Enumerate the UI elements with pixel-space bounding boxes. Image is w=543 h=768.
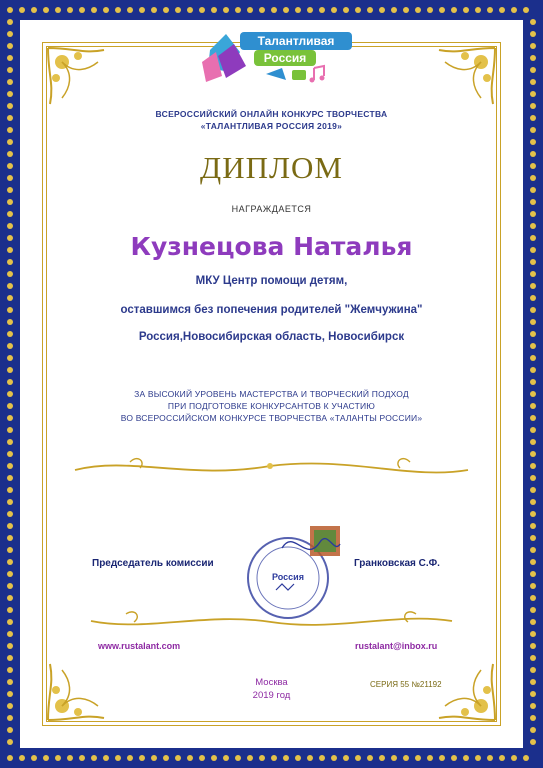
border-dot [367, 7, 373, 13]
border-dot [43, 7, 49, 13]
border-dot [7, 619, 13, 625]
border-dot [7, 139, 13, 145]
border-dot [55, 755, 61, 761]
series-number: СЕРИЯ 55 №21192 [370, 680, 442, 689]
border-dot [415, 7, 421, 13]
border-dot [530, 607, 536, 613]
border-dot [271, 755, 277, 761]
border-dot [475, 755, 481, 761]
border-dot [211, 7, 217, 13]
border-dot [7, 223, 13, 229]
border-dot [530, 475, 536, 481]
border-dot [7, 523, 13, 529]
border-dot [530, 559, 536, 565]
border-dot [7, 559, 13, 565]
organizer-line1: ВСЕРОССИЙСКИЙ ОНЛАЙН КОНКУРС ТВОРЧЕСТВА [155, 109, 388, 119]
border-dot [103, 7, 109, 13]
border-dot [530, 487, 536, 493]
border-dot [530, 139, 536, 145]
email-link[interactable]: rustalant@inbox.ru [355, 641, 438, 651]
border-dot [403, 755, 409, 761]
border-dot [7, 379, 13, 385]
border-dot [7, 643, 13, 649]
border-dot [530, 523, 536, 529]
border-dot [7, 703, 13, 709]
border-dot [187, 7, 193, 13]
border-dot [7, 715, 13, 721]
border-dot [307, 7, 313, 13]
border-dot [7, 487, 13, 493]
border-dot [463, 755, 469, 761]
border-dot [103, 755, 109, 761]
border-dot [7, 727, 13, 733]
border-dot [403, 7, 409, 13]
border-dot [7, 547, 13, 553]
border-dot [223, 755, 229, 761]
border-dot [7, 19, 13, 25]
border-dot [523, 755, 529, 761]
institution-line2: оставшимся без попечения родителей "Жемчужина" [120, 304, 423, 316]
border-dot [187, 755, 193, 761]
border-dot [530, 583, 536, 589]
border-dot [530, 643, 536, 649]
talented-russia-logo [196, 22, 356, 92]
border-dot [379, 7, 385, 13]
border-dot [439, 7, 445, 13]
issue-place [0, 676, 543, 702]
border-dot [211, 755, 217, 761]
border-dot [91, 755, 97, 761]
border-dot [31, 755, 37, 761]
logo-title-line2: Россия [263, 51, 307, 65]
border-dot [530, 547, 536, 553]
website-link[interactable]: www.rustalant.com [98, 641, 181, 651]
organizer-line2: «ТАЛАНТЛИВАЯ РОССИЯ 2019» [200, 121, 343, 131]
border-dot [7, 451, 13, 457]
border-dot [7, 343, 13, 349]
border-dot [223, 7, 229, 13]
border-dot [67, 7, 73, 13]
border-dot [530, 667, 536, 673]
border-dot [530, 379, 536, 385]
border-dot [530, 319, 536, 325]
border-dot [530, 571, 536, 577]
border-dot [79, 7, 85, 13]
border-dot [7, 475, 13, 481]
border-dot [7, 607, 13, 613]
border-dot [199, 755, 205, 761]
border-dot [530, 499, 536, 505]
border-dot [55, 7, 61, 13]
border-dot [127, 755, 133, 761]
border-dot [151, 755, 157, 761]
border-dot [530, 91, 536, 97]
stamp-text: Россия [272, 572, 304, 582]
official-stamp [236, 524, 346, 624]
border-dot [151, 7, 157, 13]
border-dot [7, 427, 13, 433]
border-dot [7, 535, 13, 541]
corner-ornament-top-right [429, 44, 499, 114]
border-dot [7, 43, 13, 49]
border-dot [247, 7, 253, 13]
border-dot [530, 739, 536, 745]
border-dot [19, 7, 25, 13]
border-dot [7, 463, 13, 469]
recipient-name: Кузнецова Наталья [130, 232, 413, 261]
border-dot [367, 755, 373, 761]
border-dot [451, 7, 457, 13]
border-dot [7, 55, 13, 61]
signature-name: Гранковская С.Ф. [354, 558, 440, 569]
border-dot [530, 19, 536, 25]
border-dot [163, 755, 169, 761]
border-dot [523, 7, 529, 13]
border-dot [139, 755, 145, 761]
border-dot [7, 739, 13, 745]
border-dot [415, 755, 421, 761]
border-dot [530, 631, 536, 637]
border-dot [530, 187, 536, 193]
border-dot [271, 7, 277, 13]
border-dot [511, 7, 517, 13]
border-dot [379, 755, 385, 761]
border-dot [391, 755, 397, 761]
border-dot [7, 7, 13, 13]
issue-year: 2019 год [252, 690, 291, 701]
diploma-title: ДИПЛОМ [200, 150, 343, 185]
border-dot [7, 571, 13, 577]
border-dot [259, 7, 265, 13]
border-dot [530, 703, 536, 709]
awarded-label: НАГРАЖДАЕТСЯ [231, 204, 312, 214]
border-dot [427, 755, 433, 761]
border-dot [67, 755, 73, 761]
border-dot [7, 631, 13, 637]
border-dot [163, 7, 169, 13]
border-dot [7, 655, 13, 661]
border-dot [79, 755, 85, 761]
reason-line2: ПРИ ПОДГОТОВКЕ КОНКУРСАНТОВ К УЧАСТИЮ [167, 401, 376, 411]
border-dot [530, 43, 536, 49]
border-dot [530, 367, 536, 373]
border-dot [7, 499, 13, 505]
border-dot [530, 463, 536, 469]
border-dot [530, 715, 536, 721]
issue-city: Москва [255, 677, 288, 688]
reason-line1: ЗА ВЫСОКИЙ УРОВЕНЬ МАСТЕРСТВА И ТВОРЧЕСКИЙ ПОДХОД [134, 389, 409, 399]
border-dot [331, 7, 337, 13]
border-dot [355, 7, 361, 13]
border-dot [530, 55, 536, 61]
border-dot [307, 755, 313, 761]
border-dot [283, 7, 289, 13]
border-dot [343, 755, 349, 761]
border-dot [530, 655, 536, 661]
border-dot [7, 439, 13, 445]
border-dot [530, 619, 536, 625]
border-dot [530, 451, 536, 457]
border-dot [7, 755, 13, 761]
border-dot [391, 7, 397, 13]
border-dot [355, 755, 361, 761]
border-dot [115, 7, 121, 13]
border-dot [451, 755, 457, 761]
border-dot [115, 755, 121, 761]
border-dot [319, 7, 325, 13]
border-dot [530, 355, 536, 361]
border-dot [530, 511, 536, 517]
corner-ornament-top-left [44, 44, 114, 114]
recipient-location: Россия,Новосибирская область, Новосибирск [138, 331, 405, 343]
border-dot [127, 7, 133, 13]
border-dot [530, 535, 536, 541]
reason-line3: ВО ВСЕРОССИЙСКОМ КОНКУРСЕ ТВОРЧЕСТВА «ТАЛАНТЫ РОССИИ» [120, 413, 423, 423]
border-dot [247, 755, 253, 761]
border-dot [31, 7, 37, 13]
border-dot [439, 755, 445, 761]
border-dot [7, 295, 13, 301]
border-dot [530, 31, 536, 37]
award-reason [0, 388, 543, 424]
border-dot [7, 91, 13, 97]
border-dot [91, 7, 97, 13]
border-dot [283, 755, 289, 761]
border-dot [499, 7, 505, 13]
border-dot [7, 31, 13, 37]
border-dot [530, 439, 536, 445]
border-dot [175, 755, 181, 761]
border-dot [175, 7, 181, 13]
border-dot [199, 7, 205, 13]
border-dot [475, 7, 481, 13]
border-dot [7, 667, 13, 673]
institution-line1: МКУ Центр помощи детям, [195, 275, 348, 287]
border-dot [487, 7, 493, 13]
border-dot [7, 355, 13, 361]
border-dot [530, 223, 536, 229]
border-dot [530, 595, 536, 601]
border-dot [530, 427, 536, 433]
border-dot [7, 187, 13, 193]
border-dot [295, 755, 301, 761]
border-dot [7, 319, 13, 325]
border-dot [139, 7, 145, 13]
border-dot [530, 67, 536, 73]
border-dot [7, 367, 13, 373]
signature-role: Председатель комиссии [92, 558, 214, 569]
border-dot [235, 7, 241, 13]
border-dot [295, 7, 301, 13]
border-dot [7, 595, 13, 601]
border-dot [7, 67, 13, 73]
organizer-text [0, 108, 543, 132]
border-dot [530, 727, 536, 733]
border-dot [463, 7, 469, 13]
border-dot [319, 755, 325, 761]
border-dot [427, 7, 433, 13]
border-dot [259, 755, 265, 761]
border-dot [343, 7, 349, 13]
border-dot [530, 343, 536, 349]
border-dot [7, 511, 13, 517]
border-dot [235, 755, 241, 761]
border-dot [511, 755, 517, 761]
border-dot [530, 79, 536, 85]
border-dot [43, 755, 49, 761]
border-dot [530, 295, 536, 301]
flourish-divider-top [70, 452, 473, 488]
logo-title-line1: Талантливая [257, 34, 335, 48]
border-dot [487, 755, 493, 761]
border-dot [19, 755, 25, 761]
border-dot [7, 583, 13, 589]
border-dot [331, 755, 337, 761]
border-dot [7, 79, 13, 85]
border-dot [499, 755, 505, 761]
